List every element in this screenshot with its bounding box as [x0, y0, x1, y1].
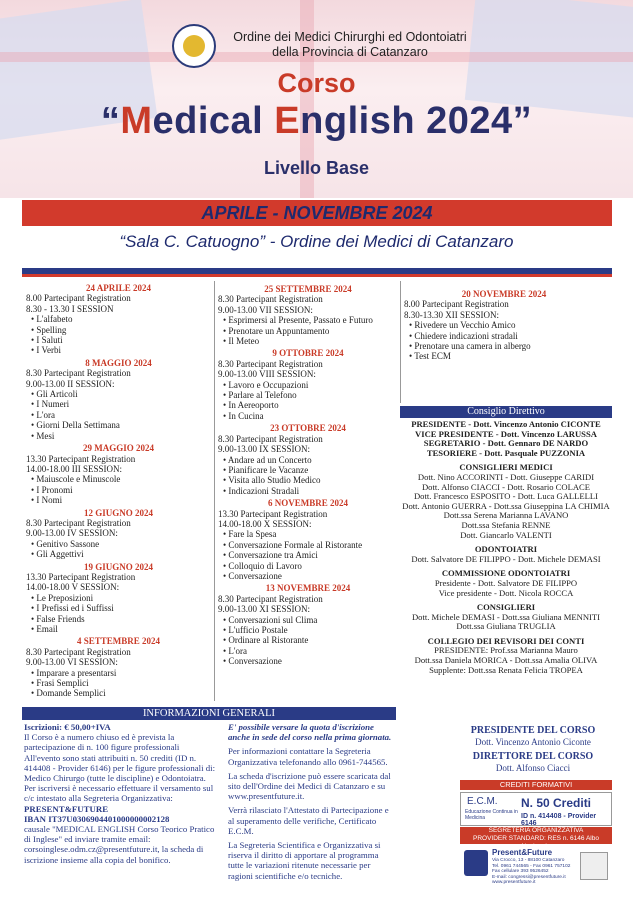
session-topic-text: Prenotare un Appuntamento [228, 325, 330, 336]
course-title: “Medical English 2024” [100, 100, 533, 142]
session-topic-text: False Friends [36, 613, 85, 624]
session-topic: • Mesi [31, 430, 55, 441]
course-leads: PRESIDENTE DEL CORSO Dott. Vincenzo Antonio Ciconte DIRETTORE DEL CORSO Dott. Alfonso Ciacci [470, 725, 596, 773]
session-topic-text: L'alfabeto [36, 314, 73, 325]
session-topic-text: In Aereoporto [228, 400, 279, 411]
council-member: Dott. Antonio GUERRA - Dott.ssa Giuseppina LA CHIMIA [402, 500, 610, 511]
column-divider [214, 281, 215, 701]
session-topic-text: Conversazione [228, 570, 282, 581]
session-topic-text: Rivedere un Vecchio Amico [414, 320, 516, 331]
council-section-head: CONSIGLIERI [476, 602, 536, 613]
session-topic: • In Aereoporto [223, 400, 279, 411]
session-time: 9.00-13.00 IV SESSION: [26, 528, 118, 539]
council-member: Supplente: Dott.ssa Renata Felicia TROPEA [429, 664, 583, 675]
session-topic-text: Le Preposizioni [36, 592, 94, 603]
program-column-2 [218, 282, 398, 667]
council-member: Dott. Giancarlo VALENTI [460, 529, 552, 540]
session-topic: • Conversazione tra Amici [223, 550, 318, 561]
session-topic: • Il Meteo [223, 336, 260, 347]
session-topic: • Domande Semplici [31, 688, 106, 699]
session-topic-text: Mesi [36, 430, 55, 441]
info-right [228, 722, 396, 885]
council-member: Dott. Nino ACCORINTI - Dott. Giuseppe CARIDI [417, 471, 595, 482]
session-topic: • In Cucina [223, 410, 264, 421]
session-topic: • Maiuscole e Minuscole [31, 474, 121, 485]
session-topic: • Imparare a presentarsi [31, 667, 117, 678]
session-topic-text: I Pronomi [36, 484, 73, 495]
session-time: 13.30 Partecipant Registration [26, 453, 136, 464]
council-member: Dott.ssa Giuliana TRUGLIA [456, 621, 556, 632]
session-topic: • I Pronomi [31, 484, 73, 495]
session-topic-text: Andare ad un Concerto [227, 454, 312, 465]
session-topic: • Conversazione [223, 570, 282, 581]
session-topic-text: Conversazione [228, 656, 282, 667]
session-topic-text: L'ora [228, 645, 248, 656]
session-topic-text: I Prefissi ed i Suffissi [36, 603, 114, 614]
council-role: TESORIERE - Dott. Pasquale PUZZONIA [426, 447, 586, 458]
session-date: 13 NOVEMBRE 2024 [265, 583, 351, 594]
session-topic-text: Il Meteo [228, 336, 260, 347]
session-topic-text: Spelling [36, 324, 67, 335]
session-topic-text: Ordinare al Ristorante [228, 635, 309, 646]
ecm-box: E.C.M. Educazione Continua in Medicina N. 50 Crediti ID n. 414408 - Provider 6146 [460, 792, 612, 826]
session-date: 20 NOVEMBRE 2024 [461, 289, 547, 299]
session-topic-text: Giorni Della Settimana [36, 420, 120, 431]
council-member: Vice presidente - Dott. Nicola ROCCA [438, 587, 574, 598]
session-date: 4 SETTEMBRE 2024 [76, 636, 161, 647]
info-title: INFORMAZIONI GENERALI [22, 707, 396, 720]
council-member: PRESIDENTE: Prof.ssa Marianna Mauro [434, 645, 578, 656]
session-topic: • Rivedere un Vecchio Amico [409, 320, 516, 331]
session-topic: • Conversazione [223, 656, 282, 667]
session-topic-text: I Numeri [36, 399, 70, 410]
session-date: 9 OTTOBRE 2024 [272, 348, 344, 359]
info-paragraph: Il Corso è a numero chiuso ed è prevista la partecipazione di n. 100 figure professionali [24, 732, 180, 753]
session-topic: • L'ora [31, 409, 56, 420]
program-column-3 [404, 287, 604, 362]
session-topic: • Frasi Semplici [31, 678, 89, 689]
council-member: Dott.ssa Stefania RENNE [461, 519, 551, 530]
session-date: 29 MAGGIO 2024 [83, 443, 154, 454]
divider [22, 274, 612, 277]
segreteria-title: SEGRETERIA ORGANIZZATIVA PROVIDER STANDARD: RES n. 6146 Albo [460, 827, 612, 844]
session-date: 24 APRILE 2024 [85, 283, 151, 293]
session-topic: • L'alfabeto [31, 314, 73, 325]
session-time: 8.30 Partecipant Registration [218, 294, 323, 305]
session-topic: • Prenotare un Appuntamento [223, 325, 330, 336]
session-topic-text: Prenotare una camera in albergo [414, 341, 531, 352]
present-future-logo [464, 850, 488, 876]
session-topic-text: Colloquio di Lavoro [228, 560, 302, 571]
session-topic-text: Parlare al Telefono [228, 390, 297, 401]
session-topic: • Colloquio di Lavoro [223, 560, 302, 571]
org-name: Ordine dei Medici Chirurghi ed Odontoiatri della Provincia di Catanzaro [233, 30, 467, 59]
council-role: PRESIDENTE - Dott. Vincenzo Antonio CICONTE [411, 419, 601, 429]
session-topic-text: L'ora [36, 409, 56, 420]
session-topic: • Gli Aggettivi [31, 549, 84, 560]
session-topic: • Le Preposizioni [31, 592, 94, 603]
session-time: 8.30-13.30 XII SESSION: [404, 309, 500, 320]
session-time: 8.30 Partecipant Registration [218, 358, 323, 369]
session-topic: • Parlare al Telefono [223, 390, 297, 401]
council-section-head: COLLEGIO DEI REVISORI DEI CONTI [427, 635, 585, 646]
session-topic-text: Frasi Semplici [36, 678, 89, 689]
session-topic-text: Email [36, 624, 58, 634]
session-topic: • Chiedere indicazioni stradali [409, 330, 518, 341]
session-topic: • I Prefissi ed i Suffissi [31, 603, 114, 614]
session-time: 9.00-13.00 XI SESSION: [218, 604, 311, 615]
session-time: 8.30 - 13.30 I SESSION [26, 303, 114, 314]
info-left [24, 722, 221, 865]
council-member: Dott. Michele DEMASI - Dott.ssa Giuliana MENNITI [411, 611, 601, 622]
session-time: 8.30 Partecipant Registration [218, 433, 323, 444]
session-topic-text: Fare la Spesa [228, 529, 277, 540]
session-topic: • Gli Articoli [31, 389, 78, 400]
info-paragraph: IBAN IT37U0306904401000000002128 [24, 813, 170, 824]
session-topic: • Genitivo Sassone [31, 538, 100, 549]
session-time: 8.00 Partecipant Registration [404, 299, 509, 310]
header-banner [0, 0, 633, 198]
info-paragraph: Per iscriversi è necessario effettuare il versamento sul c/c intestato alla Segreteria Organizzativa: [24, 783, 214, 804]
session-topic: • Lavoro e Occupazioni [223, 379, 309, 390]
session-topic: • Pianificare le Vacanze [223, 464, 309, 475]
session-topic: • Prenotare una camera in albergo [409, 341, 531, 352]
info-paragraph: Per informazioni contattare la Segreteria Organizzativa telefonando allo 0961-744565. [228, 746, 388, 767]
session-time: 8.30 Partecipant Registration [26, 646, 131, 657]
session-topic: • Esprimersi al Presente, Passato e Futuro [223, 315, 373, 326]
council-role: VICE PRESIDENTE - Dott. Vincenzo LARUSSA [415, 428, 597, 439]
venue-label: “Sala C. Catuogno” - Ordine dei Medici di Catanzaro [119, 232, 514, 251]
corso-label: Corso [277, 68, 356, 98]
session-date: 6 NOVEMBRE 2024 [267, 498, 348, 509]
consiglio-title: Consiglio Direttivo [400, 406, 612, 418]
consiglio-direttivo [400, 420, 612, 675]
program-column-1 [26, 281, 211, 699]
session-topic-text: I Verbi [36, 345, 61, 356]
session-time: 14.00-18.00 V SESSION: [26, 582, 120, 593]
session-time: 9.00-13.00 VIII SESSION: [218, 369, 316, 380]
session-time: 9.00-13.00 IX SESSION: [218, 444, 311, 455]
session-topic: • Spelling [31, 324, 67, 335]
session-topic: • Conversazioni sul Clima [223, 614, 318, 625]
session-topic-text: Conversazione tra Amici [228, 550, 318, 561]
session-time: 8.30 Partecipant Registration [26, 517, 131, 528]
session-topic: • I Numeri [31, 399, 70, 410]
info-paragraph: La Segreteria Scientifica e Organizzativa si riserva il diritto di apportare al programma tutte le variazioni ritenute necessarie per ragioni scientifiche e/o tecniche. [228, 840, 381, 881]
session-topic: • L'ufficio Postale [223, 625, 288, 635]
session-topic-text: Indicazioni Stradali [228, 485, 300, 496]
session-topic-text: Test ECM [414, 351, 451, 362]
session-topic-text: Visita allo Studio Medico [228, 475, 321, 486]
session-topic-text: Genitivo Sassone [36, 538, 100, 549]
session-topic-text: L'ufficio Postale [228, 625, 288, 635]
crediti-title: CREDITI FORMATIVI [460, 780, 612, 790]
session-topic-text: Esprimersi al Presente, Passato e Futuro [228, 315, 373, 326]
session-topic: • Test ECM [409, 351, 451, 362]
session-time: 14.00-18.00 III SESSION: [26, 463, 122, 474]
session-topic: • I Nomi [31, 495, 63, 506]
info-paragraph: causale "MEDICAL ENGLISH Corso Teorico Pratico di Inglese" ed inviare tramite email: corsoinglese.odm.cz@presentfuture.it, la scheda di iscrizione insieme alla copia del bonifico. [24, 824, 215, 865]
session-date: 19 GIUGNO 2024 [83, 561, 153, 572]
session-topic-text: Conversazione Formale al Ristorante [228, 539, 363, 550]
session-topic: • Andare ad un Concerto [223, 454, 312, 465]
session-topic: • Conversazione Formale al Ristorante [223, 539, 363, 550]
iscrizioni-fee: Iscrizioni: € 50,00+IVA [24, 722, 111, 732]
session-time: 13.30 Partecipant Registration [26, 571, 136, 582]
council-section-head: COMMISSIONE ODONTOIATRI [441, 568, 571, 579]
info-paragraph: All'evento sono stati attribuiti n. 50 crediti (ID n. 414408 - Provider 6146) per le figure professionali di: Medico Chirurgo (tutte le discipline) e Odontoiatra. [24, 752, 216, 784]
council-member: Dott. Francesco ESPOSITO - Dott. Luca GALLELLI [413, 491, 599, 502]
session-time: 8.30 Partecipant Registration [218, 593, 323, 604]
session-topic: • I Verbi [31, 345, 61, 356]
session-time: 8.00 Partecipant Registration [26, 293, 131, 304]
session-topic-text: Gli Articoli [36, 389, 78, 400]
session-topic: • Giorni Della Settimana [31, 420, 120, 431]
council-member: Dott. Alfonso CIACCI - Dott. Rosario COLACE [421, 481, 591, 492]
session-time: 9.00-13.00 VI SESSION: [26, 657, 118, 668]
level-label: Livello Base [263, 158, 370, 178]
session-topic: • Email [31, 624, 58, 634]
session-time: 9.00-13.00 VII SESSION: [218, 304, 313, 315]
council-member: Dott.ssa Serena Marianna LAVANO [443, 510, 569, 521]
session-topic-text: Domande Semplici [36, 688, 106, 699]
session-topic: • Indicazioni Stradali [223, 485, 300, 496]
council-member: Dott.ssa Daniela MORICA - Dott.ssa Amalia OLIVA [414, 655, 598, 666]
ordine-logo [172, 24, 216, 68]
session-topic: • Ordinare al Ristorante [223, 635, 309, 646]
session-topic-text: Conversazioni sul Clima [228, 614, 318, 625]
council-role: SEGRETARIO - Dott. Gennaro DE NARDO [423, 438, 589, 449]
session-topic-text: Imparare a presentarsi [36, 667, 117, 678]
session-topic: • Fare la Spesa [223, 529, 277, 540]
session-date: 23 OTTOBRE 2024 [270, 423, 346, 434]
info-paragraph: Verrà rilasciato l'Attestato di Partecipazione e al superamento delle verifiche, Certificato E.C.M. [228, 805, 389, 836]
session-topic-text: I Saluti [36, 335, 63, 346]
session-topic-text: Gli Aggettivi [36, 549, 84, 560]
session-topic: • Visita allo Studio Medico [223, 475, 321, 486]
session-topic: • L'ora [223, 645, 248, 656]
session-time: 8.30 Partecipant Registration [26, 368, 131, 379]
session-date: 12 GIUGNO 2024 [83, 507, 153, 518]
info-paragraph: E' possibile versare la quota d'iscrizione anche in sede del corso nella prima giornata. [228, 722, 392, 743]
session-topic-text: Lavoro e Occupazioni [228, 379, 309, 390]
session-topic: • False Friends [31, 613, 85, 624]
session-topic-text: Chiedere indicazioni stradali [414, 330, 518, 341]
council-member: Presidente - Dott. Salvatore DE FILIPPO [434, 577, 578, 588]
council-member: Dott. Salvatore DE FILIPPO - Dott. Michele DEMASI [411, 553, 601, 564]
certification-logo [580, 852, 608, 880]
session-topic-text: In Cucina [228, 410, 264, 421]
session-date: 8 MAGGIO 2024 [85, 357, 152, 368]
session-topic-text: I Nomi [36, 495, 63, 506]
dates-bar: APRILE - NOVEMBRE 2024 [22, 200, 612, 226]
present-future-box: Present&Future Via Crocco, 13 - 88100 Catanzaro Tel. 0961 744565 - Fax 0961 757102 Fax cellulare 393 9526452 E-mail: congressi@presentfuture.it www.presentfuture.it [460, 846, 612, 890]
session-time: 14.00-18.00 X SESSION: [218, 518, 312, 529]
info-paragraph: PRESENT&FUTURE [24, 803, 109, 814]
session-topic-text: Pianificare le Vacanze [228, 464, 309, 475]
session-time: 9.00-13.00 II SESSION: [26, 378, 115, 389]
session-time: 13.30 Partecipant Registration [218, 508, 328, 519]
session-topic: • I Saluti [31, 335, 63, 346]
session-topic-text: Maiuscole e Minuscole [36, 474, 121, 485]
column-divider [400, 281, 401, 403]
council-section-head: CONSIGLIERI MEDICI [459, 462, 553, 473]
council-section-head: ODONTOIATRI [474, 544, 538, 555]
info-paragraph: La scheda d'iscrizione può essere scaricata dal sito dell'Ordine dei Medici di Catanzaro e su www.presentfuture.it. [228, 770, 391, 802]
session-date: 25 SETTEMBRE 2024 [264, 284, 352, 294]
